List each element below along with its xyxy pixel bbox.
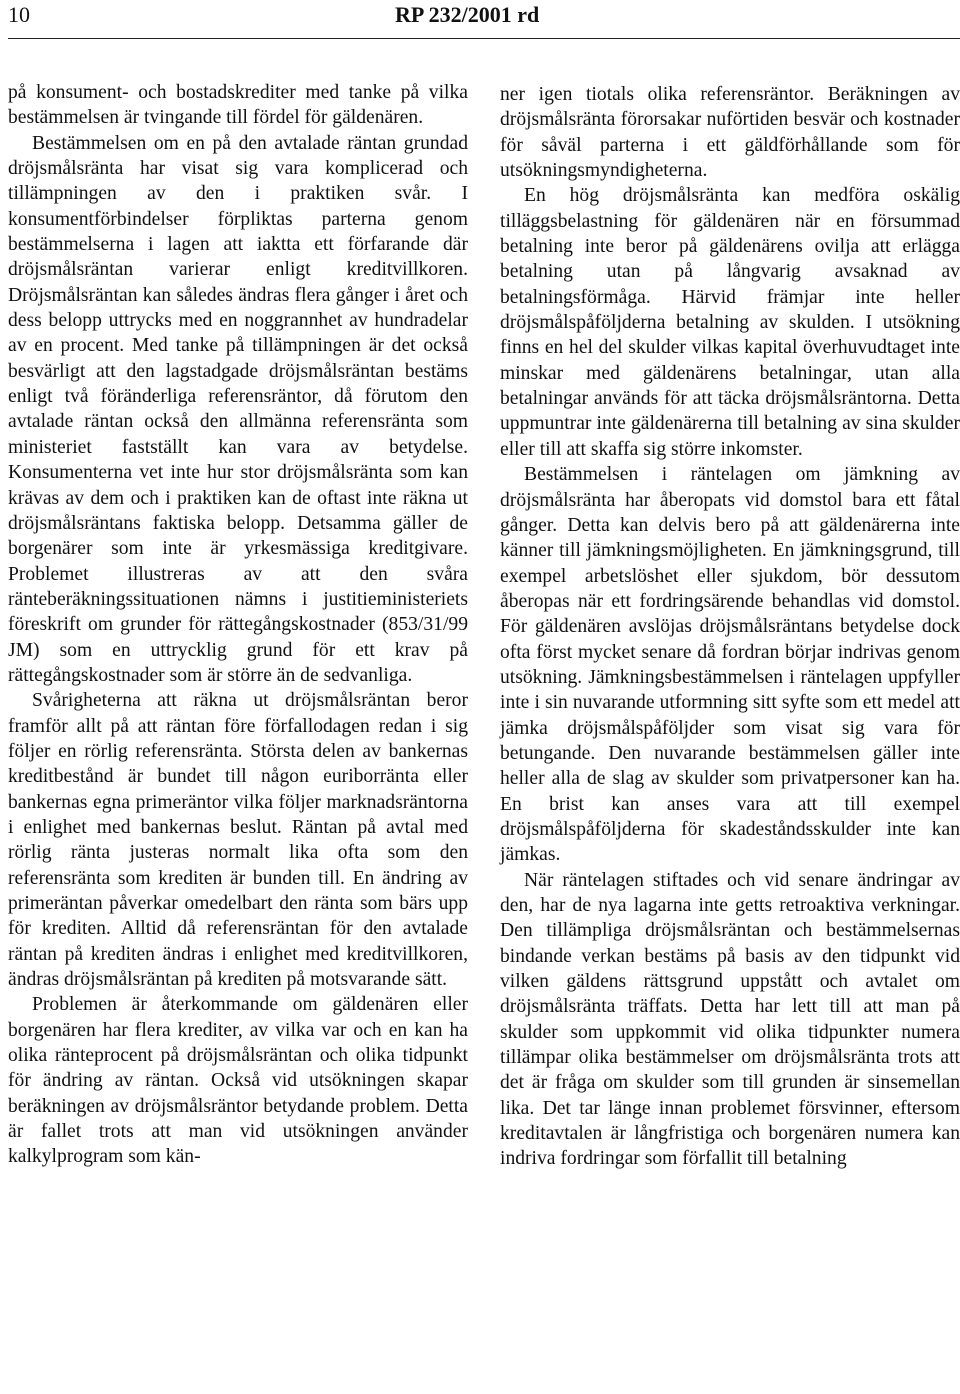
document-reference: RP 232/2001 rd <box>395 2 540 27</box>
paragraph: på konsument- och bostadskrediter med tanke på vilka bestämmelsen är tvingande till fördel för gäldenären. <box>8 82 468 129</box>
right-column <box>500 82 960 1172</box>
page-header <box>0 0 960 40</box>
page-number: 10 <box>8 2 30 27</box>
header-rule <box>8 38 960 39</box>
paragraph: När räntelagen stiftades och vid senare ändringar av den, har de nya lagarna inte getts retroaktiva verkningar. Den tillämpliga dröjsmålsräntan och bestämmelsernas bindande verkan bestäms på basis av den tidpunkt vid vilken gäldens rättsgrund uppstått och avtalet om dröjsmålsränta träffats. Detta har lett till att man på skulder som uppkommit vid olika tidpunkter numera tillämpar olika bestämmelser om dröjsmålsränta trots att det är fråga om skulder som till grunden är sinsemellan lika. Det tar länge innan problemet försvinner, eftersom kreditavtalen är långfristiga och borgenären numera kan indriva fordringar som förfallit till betalning <box>500 869 960 1170</box>
paragraph: Svårigheterna att räkna ut dröjsmålsräntan beror framför allt på att räntan före förfallodagen redan i sig följer en rörlig referensränta. Största delen av bankernas kreditbestånd är bundet till någon euriborränta eller bankernas egna primeräntor vilka följer marknadsräntorna i enlighet med bankernas beslut. Räntan på avtal med rörlig ränta justeras normalt lika ofta som den referensränta som krediten är bunden till. En ändring av primeräntan påverkar omedelbart den ränta som bärs upp för krediten. Alltid då referensräntan för den avtalade räntan på krediten ändras i enlighet med kreditvillkoren, ändras dröjsmålsräntan på krediten på motsvarande sätt. <box>8 690 468 991</box>
paragraph: Bestämmelsen i räntelagen om jämkning av dröjsmålsränta har åberopats vid domstol bara ett fåtal gånger. Detta kan delvis bero på att gäldenärerna inte känner till jämkningsmöjligheten. En jämkningsgrund, till exempel arbetslöshet eller sjukdom, bör dessutom åberopas när ett fordringsärende behandlas vid domstol. För gäldenären avslöjas dröjsmålsräntans betydelse dock ofta först mycket senare då fordran börjar indrivas genom utsökning. Jämkningsbestämmelsen i räntelagen uppfyller inte i sin nuvarande utformning sitt syfte som ett medel att jämka dröjsmålspåföljder som visat sig vara för betungande. Den nuvarande bestämmelsen gäller inte heller alla de slag av skulder som privatpersoner kan ha. En brist kan anses vara att till exempel dröjsmålspåföljderna för skadeståndsskulder inte kan jämkas. <box>500 464 960 866</box>
paragraph: ner igen tiotals olika referensräntor. Beräkningen av dröjsmålsränta förorsakar nuförtiden besvär och kostnader för såväl parterna i ett gäldförhållande som för utsökningsmyndigheterna. <box>500 84 960 182</box>
left-column <box>8 80 468 1170</box>
paragraph: En hög dröjsmålsränta kan medföra oskälig tilläggsbelastning för gäldenären när en försummad betalning inte beror på gäldenärens ovilja att erlägga betalning utan på långvarig avsaknad av betalningsförmåga. Härvid främjar inte heller dröjsmålspåföljderna betalning av skulden. I utsökning finns en hel del skulder vilkas kapital överhuvudtaget inte minskar med gäldenärens betalningar, utan alla betalningar används för att täcka dröjsmålsräntorna. Detta uppmuntrar inte gäldenärerna till betalning av sina skulder eller till att skaffa sig större inkomster. <box>500 185 960 460</box>
paragraph: Bestämmelsen om en på den avtalade räntan grundad dröjsmålsränta har visat sig vara komplicerad och tillämpningen av den i praktiken svår. I konsumentförbindelser förpliktas parterna genom bestämmelserna i lagen att iaktta ett förfarande där dröjsmålsräntan varierar enligt kreditvillkoren. Dröjsmålsräntan kan således ändras flera gånger i året och dess belopp uttrycks med en noggrannhet av hundradelar av en procent. Med tanke på tillämpningen är det också besvärligt att den lagstadgade dröjsmålsräntan bestäms enligt två föränderliga referensräntor, då förutom den avtalade räntan också den allmänna referensränta som ministeriet fastställt kan vara av betydelse. Konsumenterna vet inte hur stor dröjsmålsränta som kan krävas av dem och i praktiken kan de oftast inte räkna ut dröjsmålsräntans faktiska belopp. Detsamma gäller de borgenärer som inte är yrkesmässiga kreditgivare. Problemet illustreras av att den svåra ränteberäkningssituationen nämns i justitieministeriets föreskrift om grunder för rättegångskostnader (853/31/99 JM) som en uttrycklig grund för ett krav på rättegångskostnader som är större än de sedvanliga. <box>8 132 468 686</box>
paragraph: Problemen är återkommande om gäldenären eller borgenären har flera krediter, av vilka var och en kan ha olika ränteprocent på dröjsmålsräntan och olika tidpunkt för ändring av räntan. Också vid utsökningen skapar beräkningen av dröjsmålsräntor betydande problem. Detta är fallet trots att man vid utsökningen använder kalkylprogram som kän- <box>8 994 468 1168</box>
